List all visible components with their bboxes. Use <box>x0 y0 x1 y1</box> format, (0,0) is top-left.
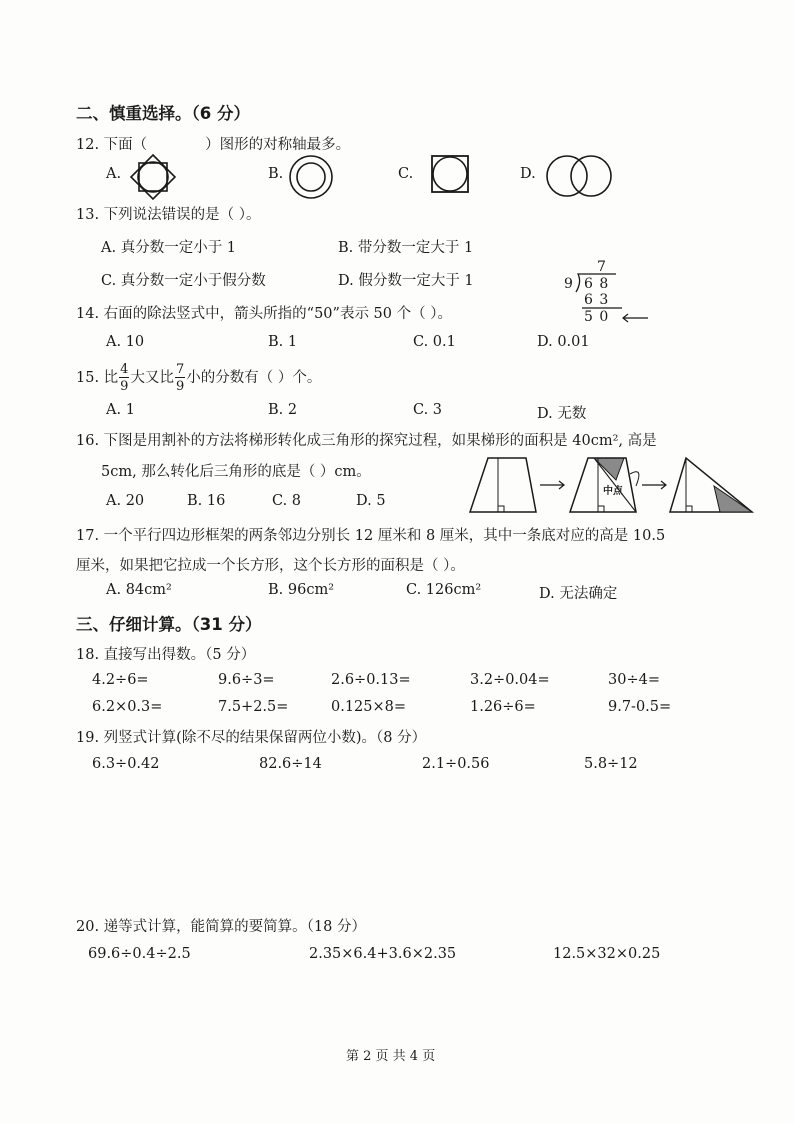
division-quotient: 7 <box>597 259 606 275</box>
q14-option-b: B. 1 <box>268 334 298 350</box>
q14-option-a: A. 10 <box>106 334 145 350</box>
q16-option-b: B. 16 <box>187 493 226 509</box>
question-16-line2: 5cm, 那么转化后三角形的底是（ ）cm。 <box>101 464 371 480</box>
q12-option-c-label: C. <box>398 166 414 182</box>
q13-option-c: C. 真分数一定小于假分数 <box>101 273 266 289</box>
question-14-stem: 14. 右面的除法竖式中，箭头所指的“50”表示 50 个（ ）。 <box>76 306 452 322</box>
q17-option-b: B. 96cm² <box>268 582 335 598</box>
division-product: 6 3 <box>584 292 610 308</box>
question-13-stem: 13. 下列说法错误的是（ ）。 <box>76 207 261 223</box>
q18-item: 6.2×0.3= <box>92 699 163 715</box>
q20-item: 69.6÷0.4÷2.5 <box>88 946 191 962</box>
section-3-title: 三、仔细计算。（31 分） <box>76 615 262 634</box>
q12-option-b-label: B. <box>268 166 284 182</box>
q12-figure-d-overlapping-circles <box>545 154 615 198</box>
division-dividend: 6 8 <box>584 276 610 292</box>
q17-option-a: A. 84cm² <box>106 582 172 598</box>
division-remainder: 5 0 <box>584 309 610 325</box>
q13-option-b: B. 带分数一定大于 1 <box>338 240 474 256</box>
question-17-line2: 厘米，如果把它拉成一个长方形，这个长方形的面积是（ ）。 <box>76 558 465 574</box>
page-footer: 第 2 页 共 4 页 <box>346 1049 436 1064</box>
q18-item: 4.2÷6= <box>92 672 149 688</box>
q14-option-d: D. 0.01 <box>537 334 590 350</box>
q18-item: 9.7-0.5= <box>608 699 672 715</box>
question-17-line1: 17. 一个平行四边形框架的两条邻边分别长 12 厘米和 8 厘米，其中一条底对应的高是 10.5 <box>76 528 666 544</box>
division-bracket-and-arrow <box>574 272 654 322</box>
section-2-title: 二、慎重选择。（6 分） <box>76 104 250 123</box>
q14-option-c: C. 0.1 <box>413 334 456 350</box>
q18-item: 7.5+2.5= <box>218 699 289 715</box>
q12-figure-b-concentric-circles <box>288 154 334 200</box>
q19-item: 2.1÷0.56 <box>422 756 490 772</box>
q12-figure-a-square-circle-square <box>128 152 178 202</box>
q13-option-d: D. 假分数一定大于 1 <box>338 273 474 289</box>
q15-option-a: A. 1 <box>106 402 135 418</box>
q15-option-d: D. 无数 <box>537 406 587 422</box>
q12-option-a-label: A. <box>106 166 122 182</box>
q18-item: 2.6÷0.13= <box>331 672 411 688</box>
q16-option-c: C. 8 <box>272 493 302 509</box>
q16-option-a: A. 20 <box>106 493 145 509</box>
question-18-title: 18. 直接写出得数。（5 分） <box>76 647 256 663</box>
q13-option-a: A. 真分数一定小于 1 <box>101 240 237 256</box>
q18-item: 1.26÷6= <box>470 699 536 715</box>
q16-midpoint-label: 中点 <box>603 486 623 497</box>
fraction-seven-ninths: $\frac{7}{9}$ <box>175 362 185 394</box>
q15-option-c: C. 3 <box>413 402 443 418</box>
q20-item: 12.5×32×0.25 <box>553 946 661 962</box>
q12-figure-c-circle-in-square <box>430 154 470 194</box>
q18-item: 30÷4= <box>608 672 660 688</box>
q20-item: 2.35×6.4+3.6×2.35 <box>309 946 457 962</box>
q12-option-d-label: D. <box>520 166 536 182</box>
q19-item: 82.6÷14 <box>259 756 322 772</box>
division-divisor: 9 <box>564 276 573 292</box>
q18-item: 3.2÷0.04= <box>470 672 550 688</box>
q18-item: 9.6÷3= <box>218 672 275 688</box>
q19-item: 6.3÷0.42 <box>92 756 160 772</box>
q17-option-c: C. 126cm² <box>406 582 482 598</box>
question-15-stem: 15. 比 $\frac{4}{9}$ 大又比 $\frac{7}{9}$ 小的分数有（ ）个。 <box>76 362 322 394</box>
question-19-title: 19. 列竖式计算(除不尽的结果保留两位小数)。（8 分） <box>76 730 427 746</box>
q16-option-d: D. 5 <box>356 493 386 509</box>
fraction-four-ninths: $\frac{4}{9}$ <box>120 362 129 394</box>
q19-item: 5.8÷12 <box>584 756 638 772</box>
question-20-title: 20. 递等式计算，能简算的要简算。（18 分） <box>76 919 366 935</box>
question-16-line1: 16. 下图是用割补的方法将梯形转化成三角形的探究过程，如果梯形的面积是 40cm², 高是 <box>76 433 657 449</box>
q18-item: 0.125×8= <box>331 699 407 715</box>
q17-option-d: D. 无法确定 <box>539 586 618 602</box>
q15-option-b: B. 2 <box>268 402 298 418</box>
question-12-stem: 12. 下面（ ）图形的对称轴最多。 <box>76 137 351 153</box>
